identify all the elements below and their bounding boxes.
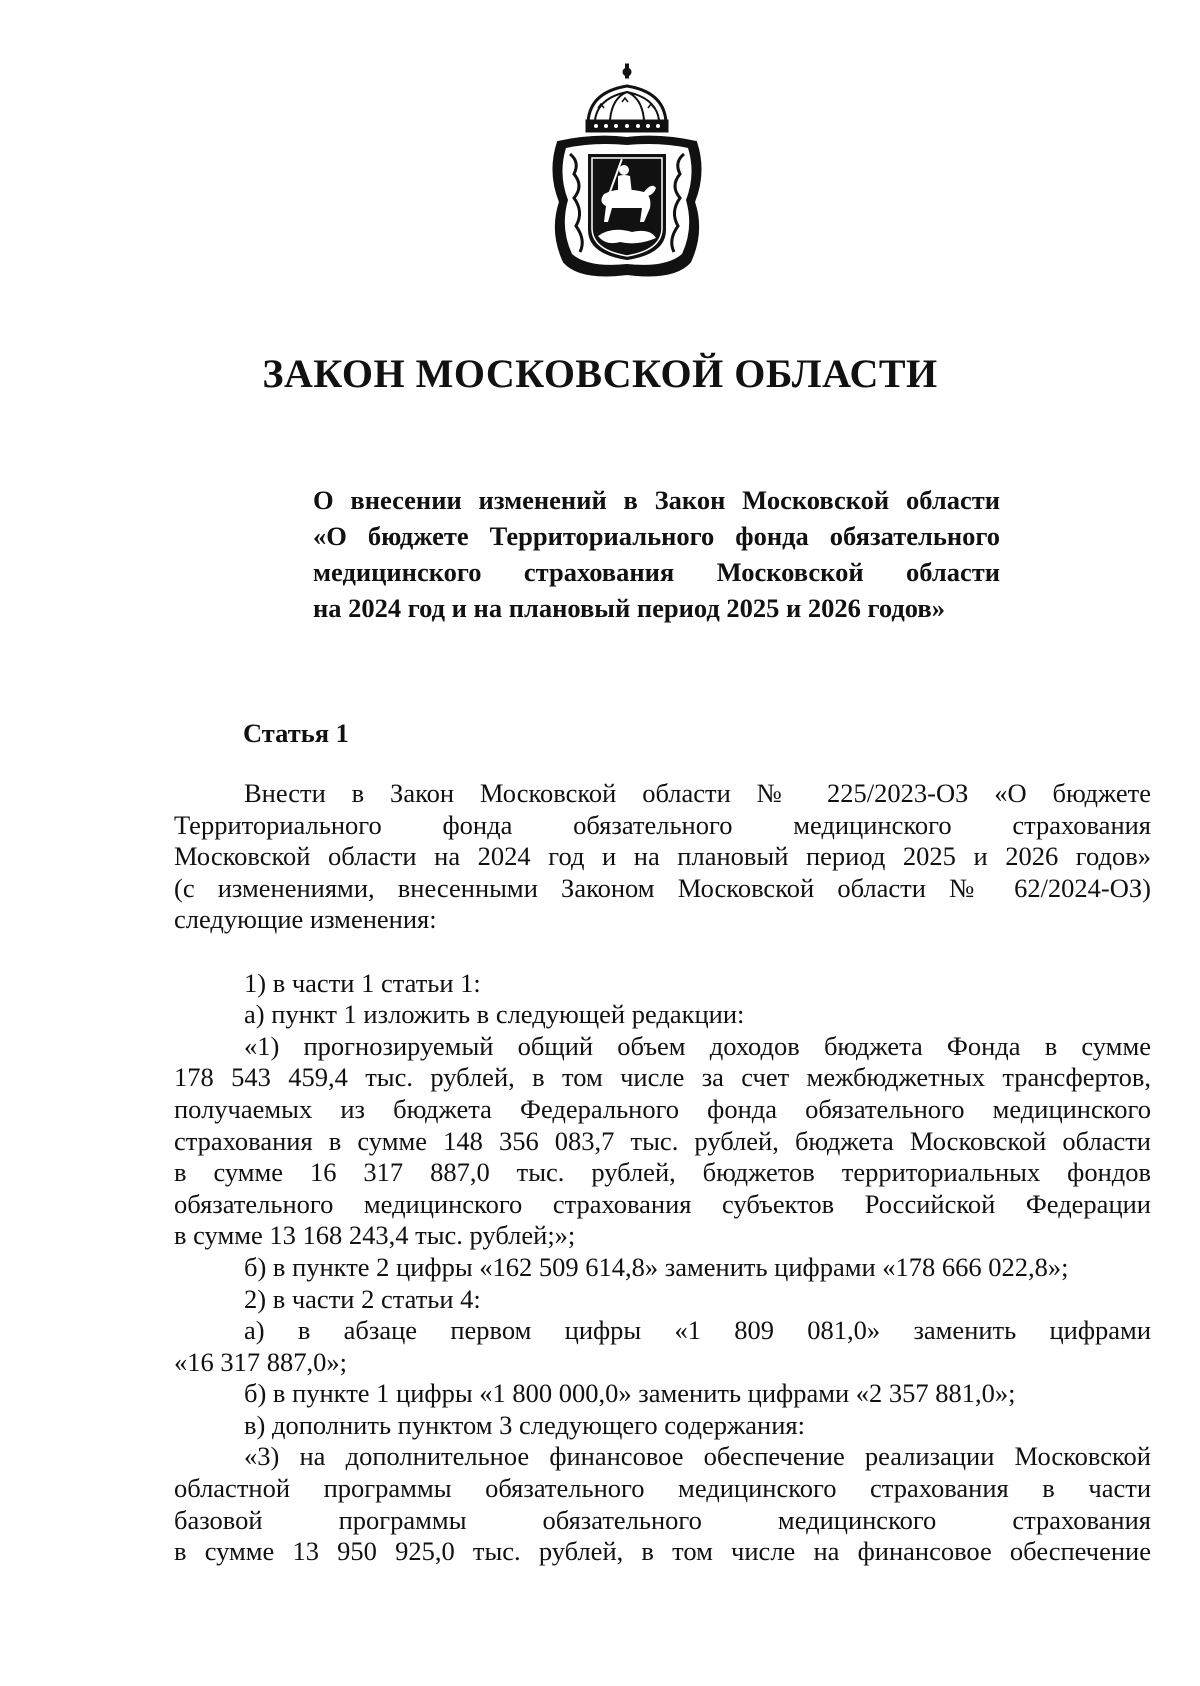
- law-subject: [313, 482, 1000, 626]
- quote-line: в сумме 13 168 243,4 тыс. рублей;»;: [174, 1220, 576, 1251]
- article-body: [174, 778, 1151, 1568]
- intro-line: Территориального фонда обязательного медицинского страхования: [174, 809, 1151, 840]
- intro-line: Внести в Закон Московской области № 225/2023-ОЗ «О бюджете: [244, 778, 1151, 808]
- item-2a-line: «16 317 887,0»;: [174, 1346, 347, 1377]
- item-2v: в) дополнить пунктом 3 следующего содержания:: [244, 1409, 805, 1440]
- item-1a: а) пункт 1 изложить в следующей редакции:: [244, 999, 745, 1030]
- item-1-heading: 1) в части 1 статьи 1:: [244, 967, 481, 998]
- quote-line: обязательного медицинского страхования субъектов Российской Федерации: [174, 1188, 1151, 1219]
- quote-line: 178 543 459,4 тыс. рублей, в том числе за счет межбюджетных трансфертов,: [174, 1062, 1151, 1093]
- item-2-heading: 2) в части 2 статьи 4:: [244, 1283, 481, 1314]
- quote-line: в сумме 16 317 887,0 тыс. рублей, бюджетов территориальных фондов: [174, 1157, 1151, 1188]
- quote-line: базовой программы обязательного медицинского страхования: [174, 1504, 1151, 1535]
- item-2b: б) в пункте 1 цифры «1 800 000,0» заменить цифрами «2 357 881,0»;: [244, 1378, 1016, 1409]
- article-heading: Статья 1: [243, 718, 349, 748]
- intro-line: Московской области на 2024 год и на плановый период 2025 и 2026 годов»: [174, 841, 1151, 872]
- subject-line: О внесении изменений в Закон Московской области: [313, 485, 1000, 515]
- intro-line: (с изменениями, внесенными Законом Московской области № 62/2024-ОЗ): [174, 872, 1151, 903]
- law-title: ЗАКОН МОСКОВСКОЙ ОБЛАСТИ: [262, 351, 938, 396]
- quote-line: получаемых из бюджета Федерального фонда обязательного медицинского: [174, 1093, 1151, 1124]
- quote-line: областной программы обязательного медицинского страхования в части: [174, 1473, 1151, 1504]
- item-1b: б) в пункте 2 цифры «162 509 614,8» заменить цифрами «178 666 022,8»;: [244, 1251, 1069, 1282]
- coat-of-arms-icon: [540, 62, 715, 284]
- intro-line: следующие изменения:: [174, 904, 437, 935]
- item-2a-line: а) в абзаце первом цифры «1 809 081,0» заменить цифрами: [244, 1315, 1151, 1346]
- quote-line: «3) на дополнительное финансовое обеспечение реализации Московской: [244, 1441, 1151, 1472]
- quote-line: «1) прогнозируемый общий объем доходов бюджета Фонда в сумме: [244, 1030, 1151, 1061]
- subject-line: «О бюджете Территориального фонда обязательного: [313, 521, 1000, 551]
- quote-line: в сумме 13 950 925,0 тыс. рублей, в том числе на финансовое обеспечение: [174, 1536, 1151, 1567]
- subject-line: медицинского страхования Московской области: [313, 557, 1000, 587]
- subject-line: на 2024 год и на плановый период 2025 и 2026 годов»: [313, 593, 945, 623]
- quote-line: страхования в сумме 148 356 083,7 тыс. рублей, бюджета Московской области: [174, 1125, 1151, 1156]
